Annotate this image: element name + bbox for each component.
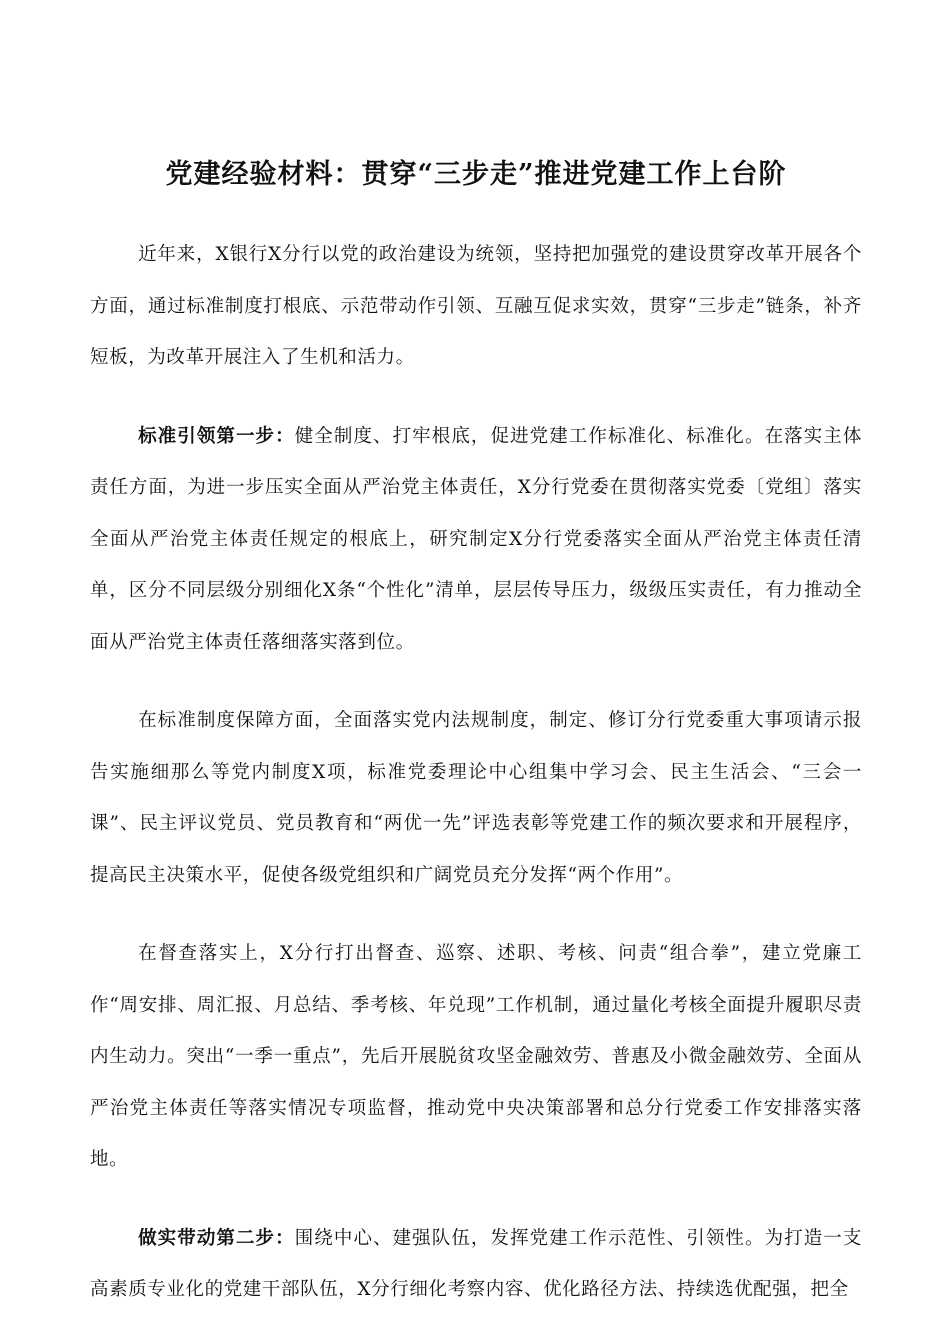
step-two-heading: 做实带动第二步： <box>138 1227 295 1249</box>
paragraph-text: 健全制度、打牢根底，促进党建工作标准化、标准化。在落实主体责任方面，为进一步压实全面从严治党主体责任，X分行党委在贯彻落实党委〔党组〕落实全面从严治党主体责任规定的根底上，研究制定X分行党委落实全面从严治党主体责任清单，区分不同层级分别细化X条“个性化”清单，层层传导压力，级级压实责任，有力推动全面从严治党主体责任落细落实落到位。 <box>90 425 862 653</box>
intro-paragraph <box>90 229 862 384</box>
paragraph-text: 围绕中心、建强队伍，发挥党建工作示范性、引领性。为打造一支高素质专业化的党建干部队伍，X分行细化考察内容、优化路径方法、持续选优配强，把全 <box>90 1227 862 1300</box>
paragraph-text: 在标准制度保障方面，全面落实党内法规制度，制定、修订分行党委重大事项请示报告实施细那么等党内制度X项，标准党委理论中心组集中学习会、民主生活会、“三会一课”、民主评议党员、党员教育和“两优一先”评选表彰等党建工作的频次要求和开展程序，提高民主决策水平，促使各级党组织和广阔党员充分发挥“两个作用”。 <box>90 710 862 886</box>
step-one-paragraph <box>90 411 862 669</box>
document-title: 党建经验材料：贯穿“三步走”推进党建工作上台阶 <box>165 159 787 190</box>
step-two-paragraph <box>90 1213 862 1316</box>
step-one-heading: 标准引领第一步： <box>138 425 295 447</box>
standards-paragraph <box>90 695 862 901</box>
supervision-paragraph <box>90 928 862 1186</box>
paragraph-text: 在督查落实上，X分行打出督查、巡察、述职、考核、问责“组合拳”，建立党廉工作“周安排、周汇报、月总结、季考核、年兑现”工作机制，通过量化考核全面提升履职尽责内生动力。突出“一季一重点”，先后开展脱贫攻坚金融效劳、普惠及小微金融效劳、全面从严治党主体责任等落实情况专项监督，推动党中央决策部署和总分行党委工作安排落实落地。 <box>90 943 862 1170</box>
paragraph-text: 近年来，X银行X分行以党的政治建设为统领，坚持把加强党的建设贯穿改革开展各个方面，通过标准制度打根底、示范带动作引领、互融互促求实效，贯穿“三步走”链条，补齐短板，为改革开展注入了生机和活力。 <box>90 244 862 368</box>
